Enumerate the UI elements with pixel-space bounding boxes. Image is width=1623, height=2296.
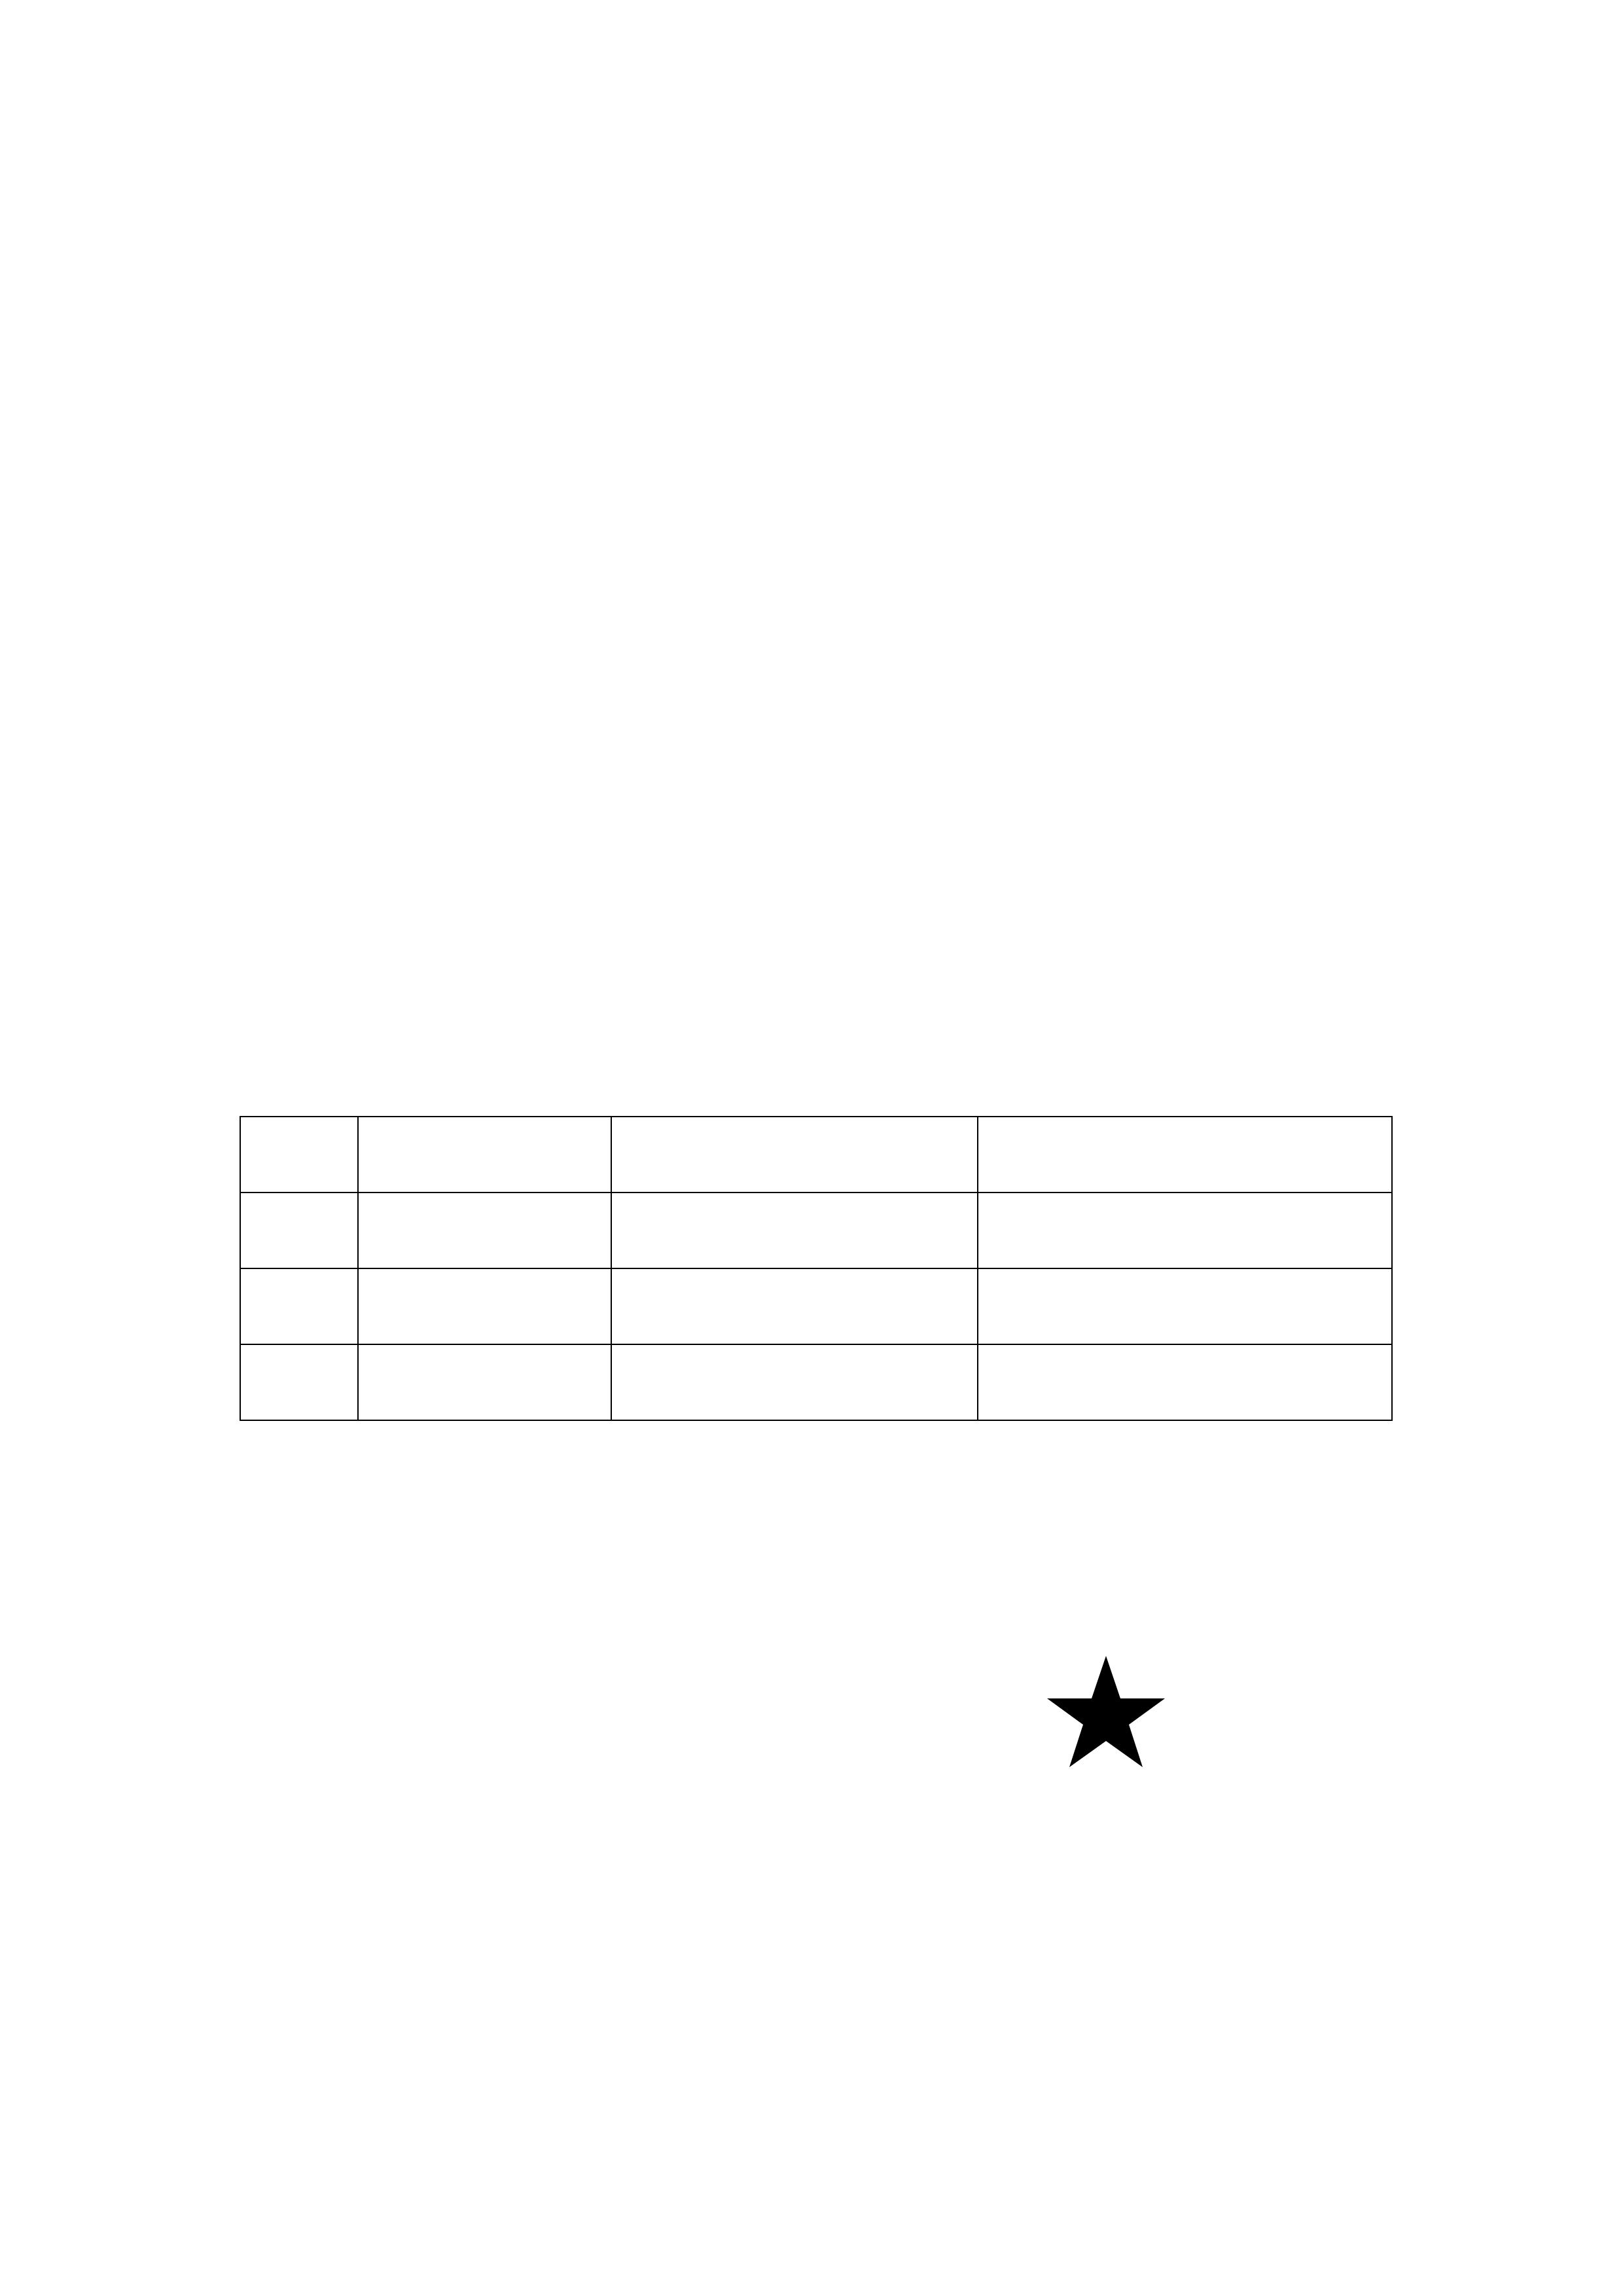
row-no	[240, 1268, 358, 1344]
table-row	[240, 1193, 1392, 1268]
table-row	[240, 1268, 1392, 1344]
row-period	[978, 1344, 1392, 1420]
row-no	[240, 1344, 358, 1420]
row-name	[358, 1344, 612, 1420]
table-header-row	[240, 1117, 1392, 1193]
header-no	[240, 1117, 358, 1193]
dismissal-table	[240, 1116, 1393, 1421]
row-name	[358, 1268, 612, 1344]
row-period	[978, 1268, 1392, 1344]
row-no	[240, 1193, 358, 1268]
row-id	[611, 1193, 977, 1268]
header-name	[358, 1117, 612, 1193]
header-period	[978, 1117, 1392, 1193]
company-seal	[910, 1515, 1302, 1908]
row-id	[611, 1344, 977, 1420]
header-id	[611, 1117, 977, 1193]
row-id	[611, 1268, 977, 1344]
table-row	[240, 1344, 1392, 1420]
star-icon	[1047, 1656, 1165, 1767]
row-name	[358, 1193, 612, 1268]
row-period	[978, 1193, 1392, 1268]
